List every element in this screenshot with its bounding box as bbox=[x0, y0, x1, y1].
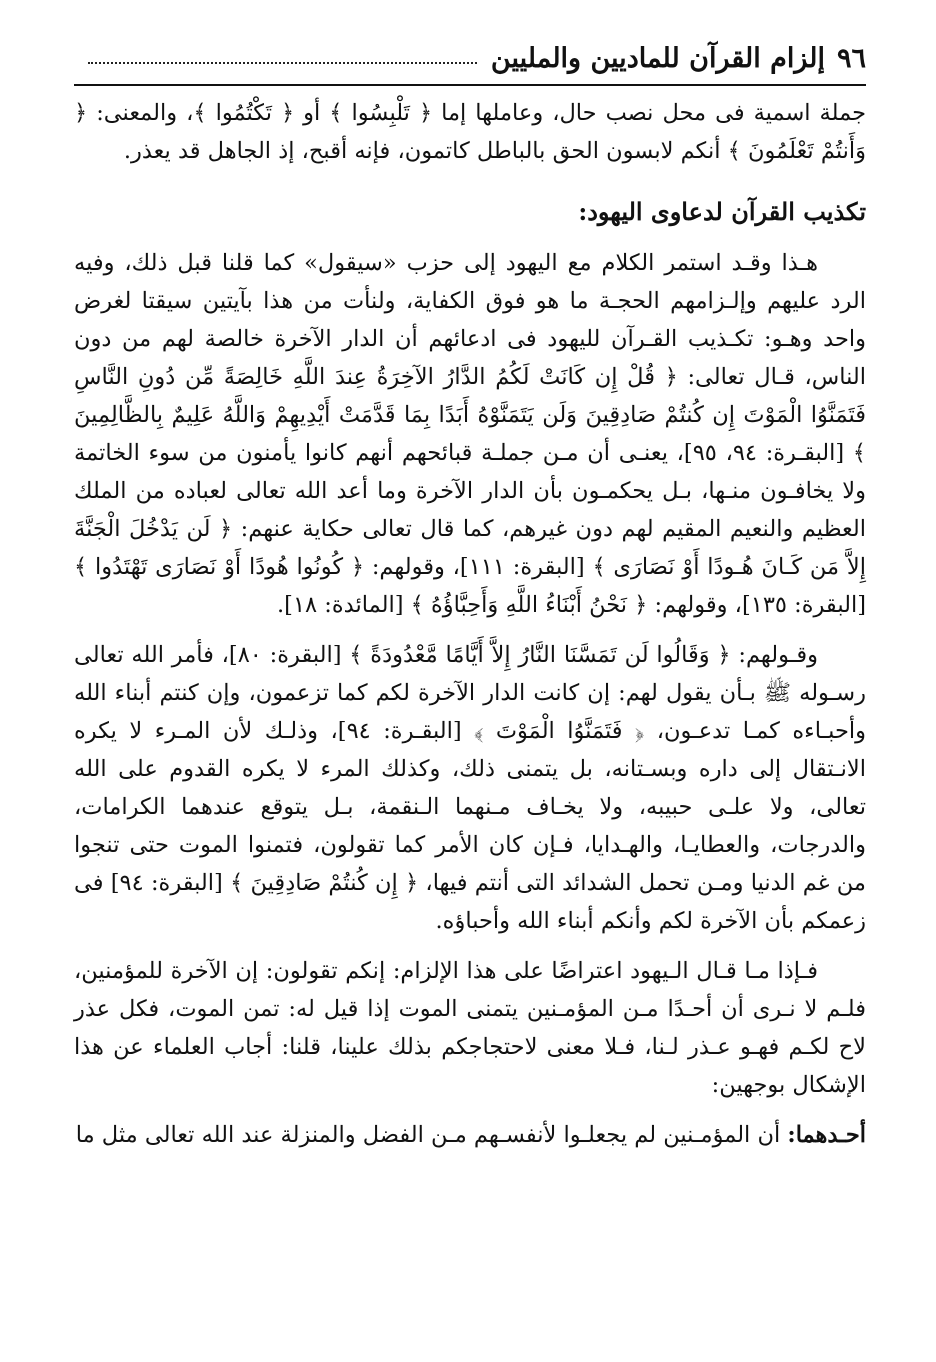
book-title: إلزام القرآن للماديين والمليين bbox=[490, 42, 825, 74]
paragraph-5-text: أن المؤمـنين لم يجعلـوا لأنفسـهم مـن الفضل والمنزلة عند الله تعالى مثل ما bbox=[75, 1122, 788, 1148]
page-number: ٩٦ bbox=[836, 42, 866, 74]
header-rule bbox=[74, 84, 866, 86]
paragraph-3: وقـولهم: ﴿ وَقَالُوا لَن تَمَسَّنَا النَّارُ إِلاَّ أَيَّامًا مَّعْدُودَةً ﴾ [البقرة: ٨٠]، فأمر الله تعالى رسـوله ﷺ بـأن يقول لهم: إن كانت الدار الآخرة لكم كما تزعمون، وإن كنتم أبناء الله وأحبـاءه كمـا تدعـون، ﴿ فَتَمَنَّوُا الْمَوْتَ ﴾ [البقـرة: ٩٤]، وذلـك لأن المـرء لا يكره الانـتقال إلى داره وبسـتانه، بل يتمنى ذلك، وكذلك المرء لا يكره القدوم على الله تعالى، ولا علـى حبيبه، ولا يخـاف مـنهما الـنقمة، بـل يتوقع عندهما الكرامات، والدرجات، والعطايـا، والهـدايا، فـإن كان الأمر كما تقولون، فتمنوا الموت حتى تنجوا من غم الدنيا ومـن تحمل الشدائد التى أنتم فيها، ﴿ إِن كُنتُمْ صَادِقِينَ ﴾ [البقرة: ٩٤] فى زعمكم بأن الآخرة لكم وأنكم أبناء الله وأحباؤه. bbox=[74, 642, 866, 934]
page-header bbox=[74, 36, 866, 80]
header-dotted-leader bbox=[88, 62, 477, 64]
section-heading: تكذيب القرآن لدعاوى اليهود: bbox=[578, 197, 866, 226]
paragraph-4: فـإذا مـا قـال الـيهود اعتراضًا على هذا الإلزام: إنكم تقولون: إن الآخرة للمؤمنين، فلـم لا نـرى أن أحـدًا مـن المؤمـنين يتمنى الموت إذا قيل له: تمن الموت، فكل عذر لاح لكـم فهـو عـذر لـنا، فـلا معنى لاحتجاجكم بذلك علينا، قلنا: أجاب العلماء عن هذا الإشكال بوجهين: bbox=[74, 958, 866, 1098]
paragraph-5 bbox=[74, 1116, 866, 1154]
paragraph-1: جملة اسمية فى محل نصب حال، وعاملها إما ﴿ تَلْبِسُوا ﴾ أو ﴿ تَكْتُمُوا ﴾، والمعنى: ﴿ وَأَنتُمْ تَعْلَمُونَ ﴾ أنكم لابسون الحق بالباطل كاتمون، فإنه أقبح، إذ الجاهل قد يعذر. bbox=[74, 100, 866, 164]
paragraph-2: هـذا وقـد استمر الكلام مع اليهود إلى حزب «سيقول» كما قلنا قبل ذلك، وفيه الرد عليهم وإلـزامهم الحجـة ما هو فوق الكفاية، ولنأت من هذا بآيتين سيقتا لغرض واحد وهـو: تكـذيب القـرآن لليهود فى ادعائهم أن الدار الآخرة خالصة لهم من دون الناس، قـال تعالى: ﴿ قُلْ إِن كَانَتْ لَكُمُ الدَّارُ الآخِرَةُ عِندَ اللَّهِ خَالِصَةً مِّن دُونِ النَّاسِ فَتَمَنَّوُا الْمَوْتَ إِن كُنتُمْ صَادِقِينَ وَلَن يَتَمَنَّوْهُ أَبَدًا بِمَا قَدَّمَتْ أَيْدِيهِمْ وَاللَّهُ عَلِيمٌ بِالظَّالِمِينَ ﴾ [البقـرة: ٩٤، ٩٥]، يعنـى أن مـن جملـة قبائحهم أنهم كانوا يأمنون من سوء الخاتمة ولا يخافـون منـها، بـل يحكمـون بأن الدار الآخرة وما أعد الله تعالى لعباده من الملك العظيم والنعيم المقيم لهم دون غيرهم، كما قال تعالى حكاية عنهم: ﴿ لَن يَدْخُلَ الْجَنَّةَ إِلاَّ مَن كَـانَ هُـودًا أَوْ نَصَارَى ﴾ [البقرة: ١١١]، وقولهم: ﴿ كُونُوا هُودًا أَوْ نَصَارَى تَهْتَدُوا ﴾ [البقرة: ١٣٥]، وقولهم: ﴿ نَحْنُ أَبْنَاءُ اللَّهِ وَأَحِبَّاؤُهُ ﴾ [المائدة: ١٨]. bbox=[74, 250, 866, 618]
paragraph-5-label: أحـدهما: bbox=[787, 1122, 866, 1148]
